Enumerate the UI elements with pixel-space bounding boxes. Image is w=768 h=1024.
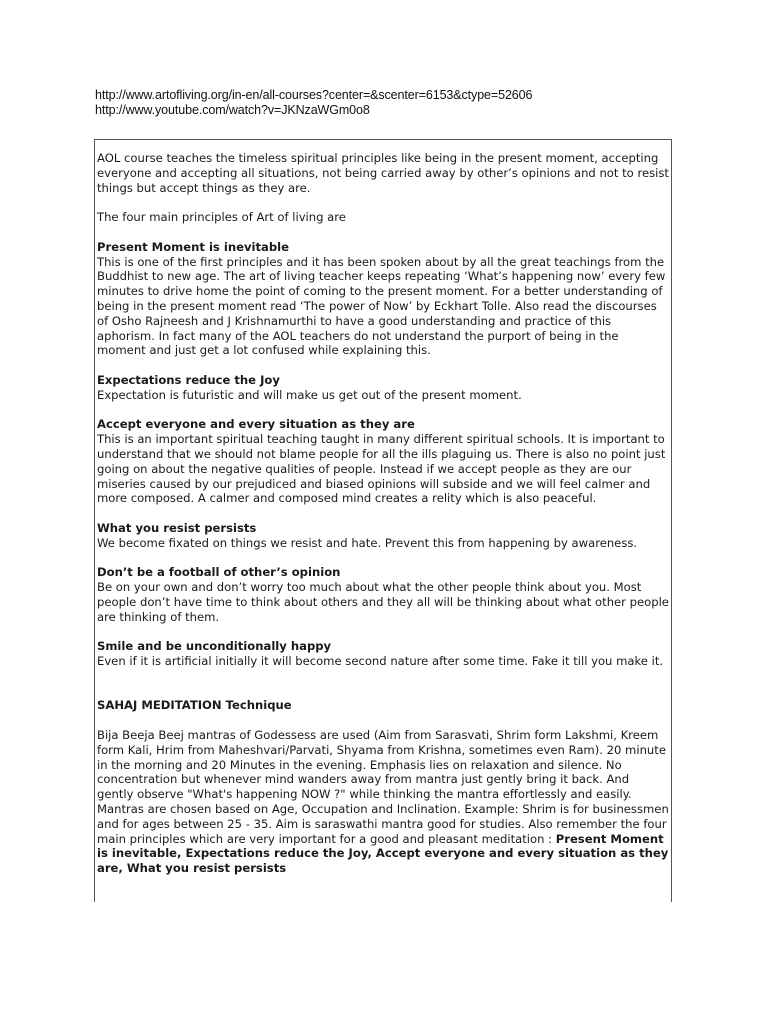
section-body: This is an important spiritual teaching taught in many different spiritual schools. It is important to understand that we should not blame people for all the ills plaguing us. There is also no point just going on about the negative qualities of people. Instead if we accept people as they are our miseries caused by our prejudiced and biased opinions will subside and we will feel calmer and more composed. A calmer and composed mind creates a relity which is also peaceful. <box>97 432 666 506</box>
sahaj-bold-principles: Present Moment is inevitable, Expectations reduce the Joy, Accept everyone and every situation as they are, What you resist persists <box>97 831 669 876</box>
section-heading: Accept everyone and every situation as they are <box>97 417 415 432</box>
section-heading: Present Moment is inevitable <box>97 239 289 254</box>
section-body: This is one of the first principles and it has been spoken about by all the great teachings from the Buddhist to new age. The art of living teacher keeps repeating ‘What’s happening now’ every few minutes to drive home the point of coming to the present moment. For a better understanding of being in the present moment read ‘The power of Now’ by Eckhart Tolle. Also read the discourses of Osho Rajneesh and J Krishnamurthi to have a good understanding and practice of this aphorism. In fact many of the AOL teachers do not understand the purport of being in the moment and just get a lot confused while explaining this. <box>97 254 666 358</box>
sahaj-title <box>97 698 671 713</box>
principles-intro: The four main principles of Art of living are <box>97 210 346 225</box>
section-heading: Expectations reduce the Joy <box>97 372 280 387</box>
section-body: We become fixated on things we resist and hate. Prevent this from happening by awareness. <box>97 535 638 550</box>
section-expectations <box>97 373 671 403</box>
sahaj-paragraph <box>97 728 671 876</box>
section-heading: Don’t be a football of other’s opinion <box>97 565 341 580</box>
youtube-link[interactable]: http://www.youtube.com/watch?v=JKNzaWGm0o8 <box>95 103 370 117</box>
section-resist-persists <box>97 521 671 551</box>
document-content-box <box>94 139 672 902</box>
section-heading: Smile and be unconditionally happy <box>97 639 332 654</box>
section-present-moment <box>97 240 671 358</box>
section-smile-happy <box>97 639 671 669</box>
section-accept-everyone <box>97 417 671 506</box>
section-heading: What you resist persists <box>97 520 257 535</box>
course-link[interactable]: http://www.artofliving.org/in-en/all-courses?center=&scenter=6153&ctype=52606 <box>95 88 533 102</box>
section-body: Expectation is futuristic and will make us get out of the present moment. <box>97 387 522 402</box>
intro-paragraph: AOL course teaches the timeless spiritual principles like being in the present moment, accepting everyone and accepting all situations, not being carried away by other’s opinions and not to resist things but accept things as they are. <box>97 151 669 195</box>
reference-links <box>95 88 532 118</box>
section-body: Be on your own and don’t worry too much about what the other people think about you. Most people don’t have time to think about others and they all will be thinking about what other people are thinking of them. <box>97 580 669 624</box>
sahaj-body: Bija Beeja Beej mantras of Godessess are used (Aim from Sarasvati, Shrim form Lakshmi, Kreem form Kali, Hrim from Maheshvari/Parvati, Shyama from Krishna, sometimes even Ram). 20 minute in the morning and 20 Minutes in the evening. Emphasis lies on relaxation and silence. No concentration but whenever mind wanders away from mantra just gently bring it back. And gently observe "What's happening NOW ?" while thinking the mantra effortlessly and easily. Mantras are chosen based on Age, Occupation and Inclination. Example: Shrim is for businessmen and for ages between 25 - 35. Aim is saraswathi mantra good for studies. Also remember the four main principles which are very important for a good and pleasant meditation : <box>97 728 669 846</box>
section-body: Even if it is artificial initially it will become second nature after some time. Fake it till you make it. <box>97 654 664 669</box>
section-football-opinion <box>97 565 671 624</box>
sahaj-title-text: SAHAJ MEDITATION Technique <box>97 698 292 713</box>
